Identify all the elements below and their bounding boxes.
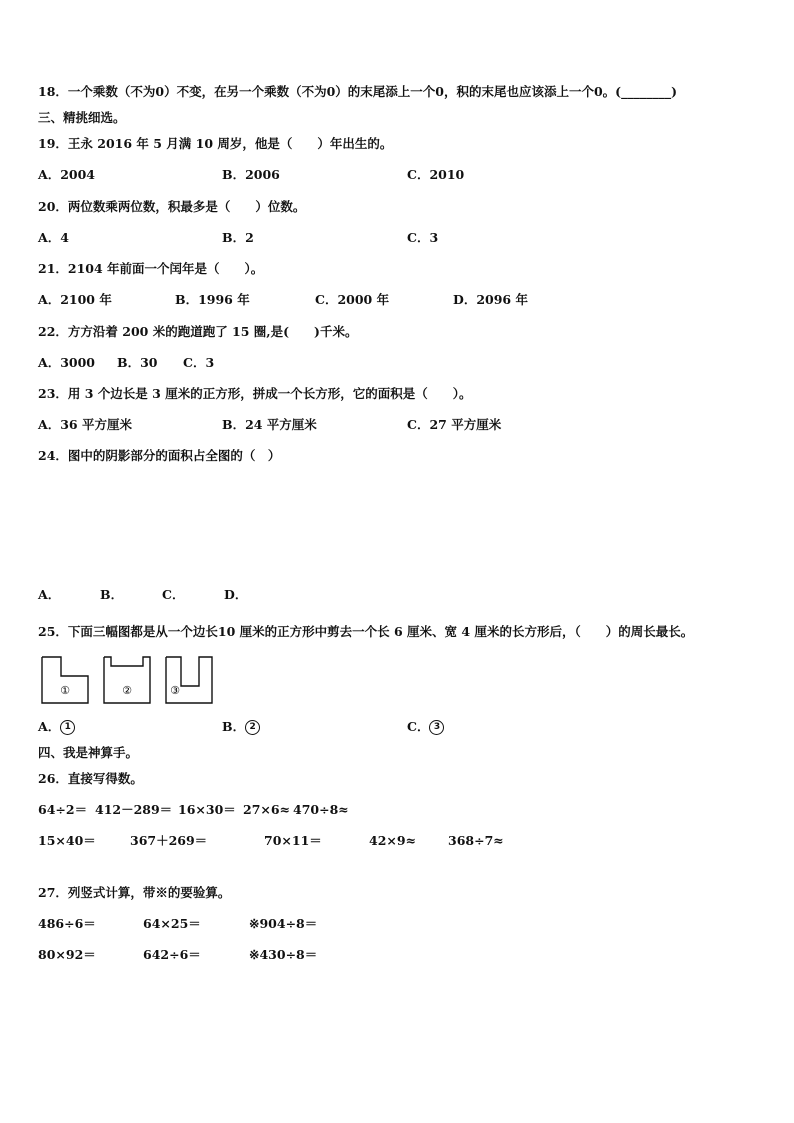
q25-option-c-prefix: C． bbox=[407, 719, 430, 734]
circled-number-2: 2 bbox=[245, 720, 260, 735]
q27-item: 642÷6＝ bbox=[143, 947, 201, 962]
q24-option-c[interactable]: C． bbox=[162, 587, 185, 602]
q25-option-a[interactable] bbox=[38, 719, 75, 735]
q23-option-b[interactable]: B．24 平方厘米 bbox=[222, 417, 317, 432]
q26-item: 64÷2＝ bbox=[38, 802, 88, 817]
q25-option-b-prefix: B． bbox=[222, 719, 246, 734]
q25-figure-3 bbox=[165, 656, 213, 704]
q26-item: 42×9≈ bbox=[369, 833, 417, 848]
q22-option-a[interactable]: A．3000 bbox=[38, 355, 95, 370]
q23-option-c[interactable]: C．27 平方厘米 bbox=[407, 417, 502, 432]
q27-item: 80×92＝ bbox=[38, 947, 96, 962]
circled-number-3: 3 bbox=[429, 720, 444, 735]
q27-item: 64×25＝ bbox=[143, 916, 201, 931]
q26-item: 470÷8≈ bbox=[293, 802, 349, 817]
q27-item: ※904÷8＝ bbox=[249, 916, 318, 931]
q26-item: 16×30＝ bbox=[178, 802, 236, 817]
question-25: 25．下面三幅图都是从一个边长10 厘米的正方形中剪去一个长 6 厘米、宽 4 厘米的长方形后，（ ）的周长最长。 bbox=[38, 624, 694, 639]
question-20: 20．两位数乘两位数，积最多是（ ）位数。 bbox=[38, 199, 306, 214]
question-18: 18．一个乘数（不为0）不变，在另一个乘数（不为0）的末尾添上一个0，积的末尾也应该添上一个0。(________) bbox=[38, 84, 678, 99]
question-21: 21．2104 年前面一个闰年是（ ）。 bbox=[38, 261, 264, 276]
q25-option-c[interactable] bbox=[407, 719, 444, 735]
q19-option-a[interactable]: A．2004 bbox=[38, 167, 95, 182]
q25-option-b[interactable] bbox=[222, 719, 260, 735]
q22-option-b[interactable]: B．30 bbox=[117, 355, 158, 370]
q21-option-a[interactable]: A．2100 年 bbox=[38, 292, 112, 307]
q24-option-a[interactable]: A． bbox=[38, 587, 61, 602]
figure-label-3: ③ bbox=[170, 684, 180, 697]
q26-item: 368÷7≈ bbox=[448, 833, 504, 848]
q24-option-b[interactable]: B． bbox=[100, 587, 124, 602]
circled-number-1: 1 bbox=[60, 720, 75, 735]
question-19: 19．王永 2016 年 5 月满 10 周岁，他是（ ）年出生的。 bbox=[38, 136, 393, 151]
q19-option-c[interactable]: C．2010 bbox=[407, 167, 465, 182]
q25-figure-1 bbox=[41, 656, 89, 704]
figure-label-1: ① bbox=[60, 684, 70, 697]
section-3-heading: 三、精挑细选。 bbox=[38, 110, 126, 125]
section-4-heading: 四、我是神算手。 bbox=[38, 745, 139, 760]
q24-option-d[interactable]: D． bbox=[224, 587, 248, 602]
q26-item: 367＋269＝ bbox=[130, 833, 208, 848]
q26-item: 70×11＝ bbox=[264, 833, 322, 848]
q19-option-b[interactable]: B．2006 bbox=[222, 167, 280, 182]
question-23: 23．用 3 个边长是 3 厘米的正方形，拼成一个长方形，它的面积是（ ）。 bbox=[38, 386, 472, 401]
q20-option-c[interactable]: C．3 bbox=[407, 230, 439, 245]
q26-item: 15×40＝ bbox=[38, 833, 96, 848]
q21-option-c[interactable]: C．2000 年 bbox=[315, 292, 390, 307]
question-26: 26．直接写得数。 bbox=[38, 771, 143, 786]
question-24: 24．图中的阴影部分的面积占全图的（ ） bbox=[38, 448, 281, 463]
q22-option-c[interactable]: C．3 bbox=[183, 355, 215, 370]
question-27: 27．列竖式计算，带※的要验算。 bbox=[38, 885, 231, 900]
q20-option-a[interactable]: A．4 bbox=[38, 230, 69, 245]
q23-option-a[interactable]: A．36 平方厘米 bbox=[38, 417, 132, 432]
q21-option-d[interactable]: D．2096 年 bbox=[453, 292, 528, 307]
figure-label-2: ② bbox=[122, 684, 132, 697]
q20-option-b[interactable]: B．2 bbox=[222, 230, 254, 245]
q27-item: ※430÷8＝ bbox=[249, 947, 318, 962]
q25-figure-2 bbox=[103, 656, 151, 704]
q26-item: 412－289＝ bbox=[95, 802, 173, 817]
q26-item: 27×6≈ bbox=[243, 802, 291, 817]
q21-option-b[interactable]: B．1996 年 bbox=[175, 292, 250, 307]
q25-option-a-prefix: A． bbox=[38, 719, 61, 734]
q27-item: 486÷6＝ bbox=[38, 916, 96, 931]
question-22: 22．方方沿着 200 米的跑道跑了 15 圈,是( )千米。 bbox=[38, 324, 358, 339]
